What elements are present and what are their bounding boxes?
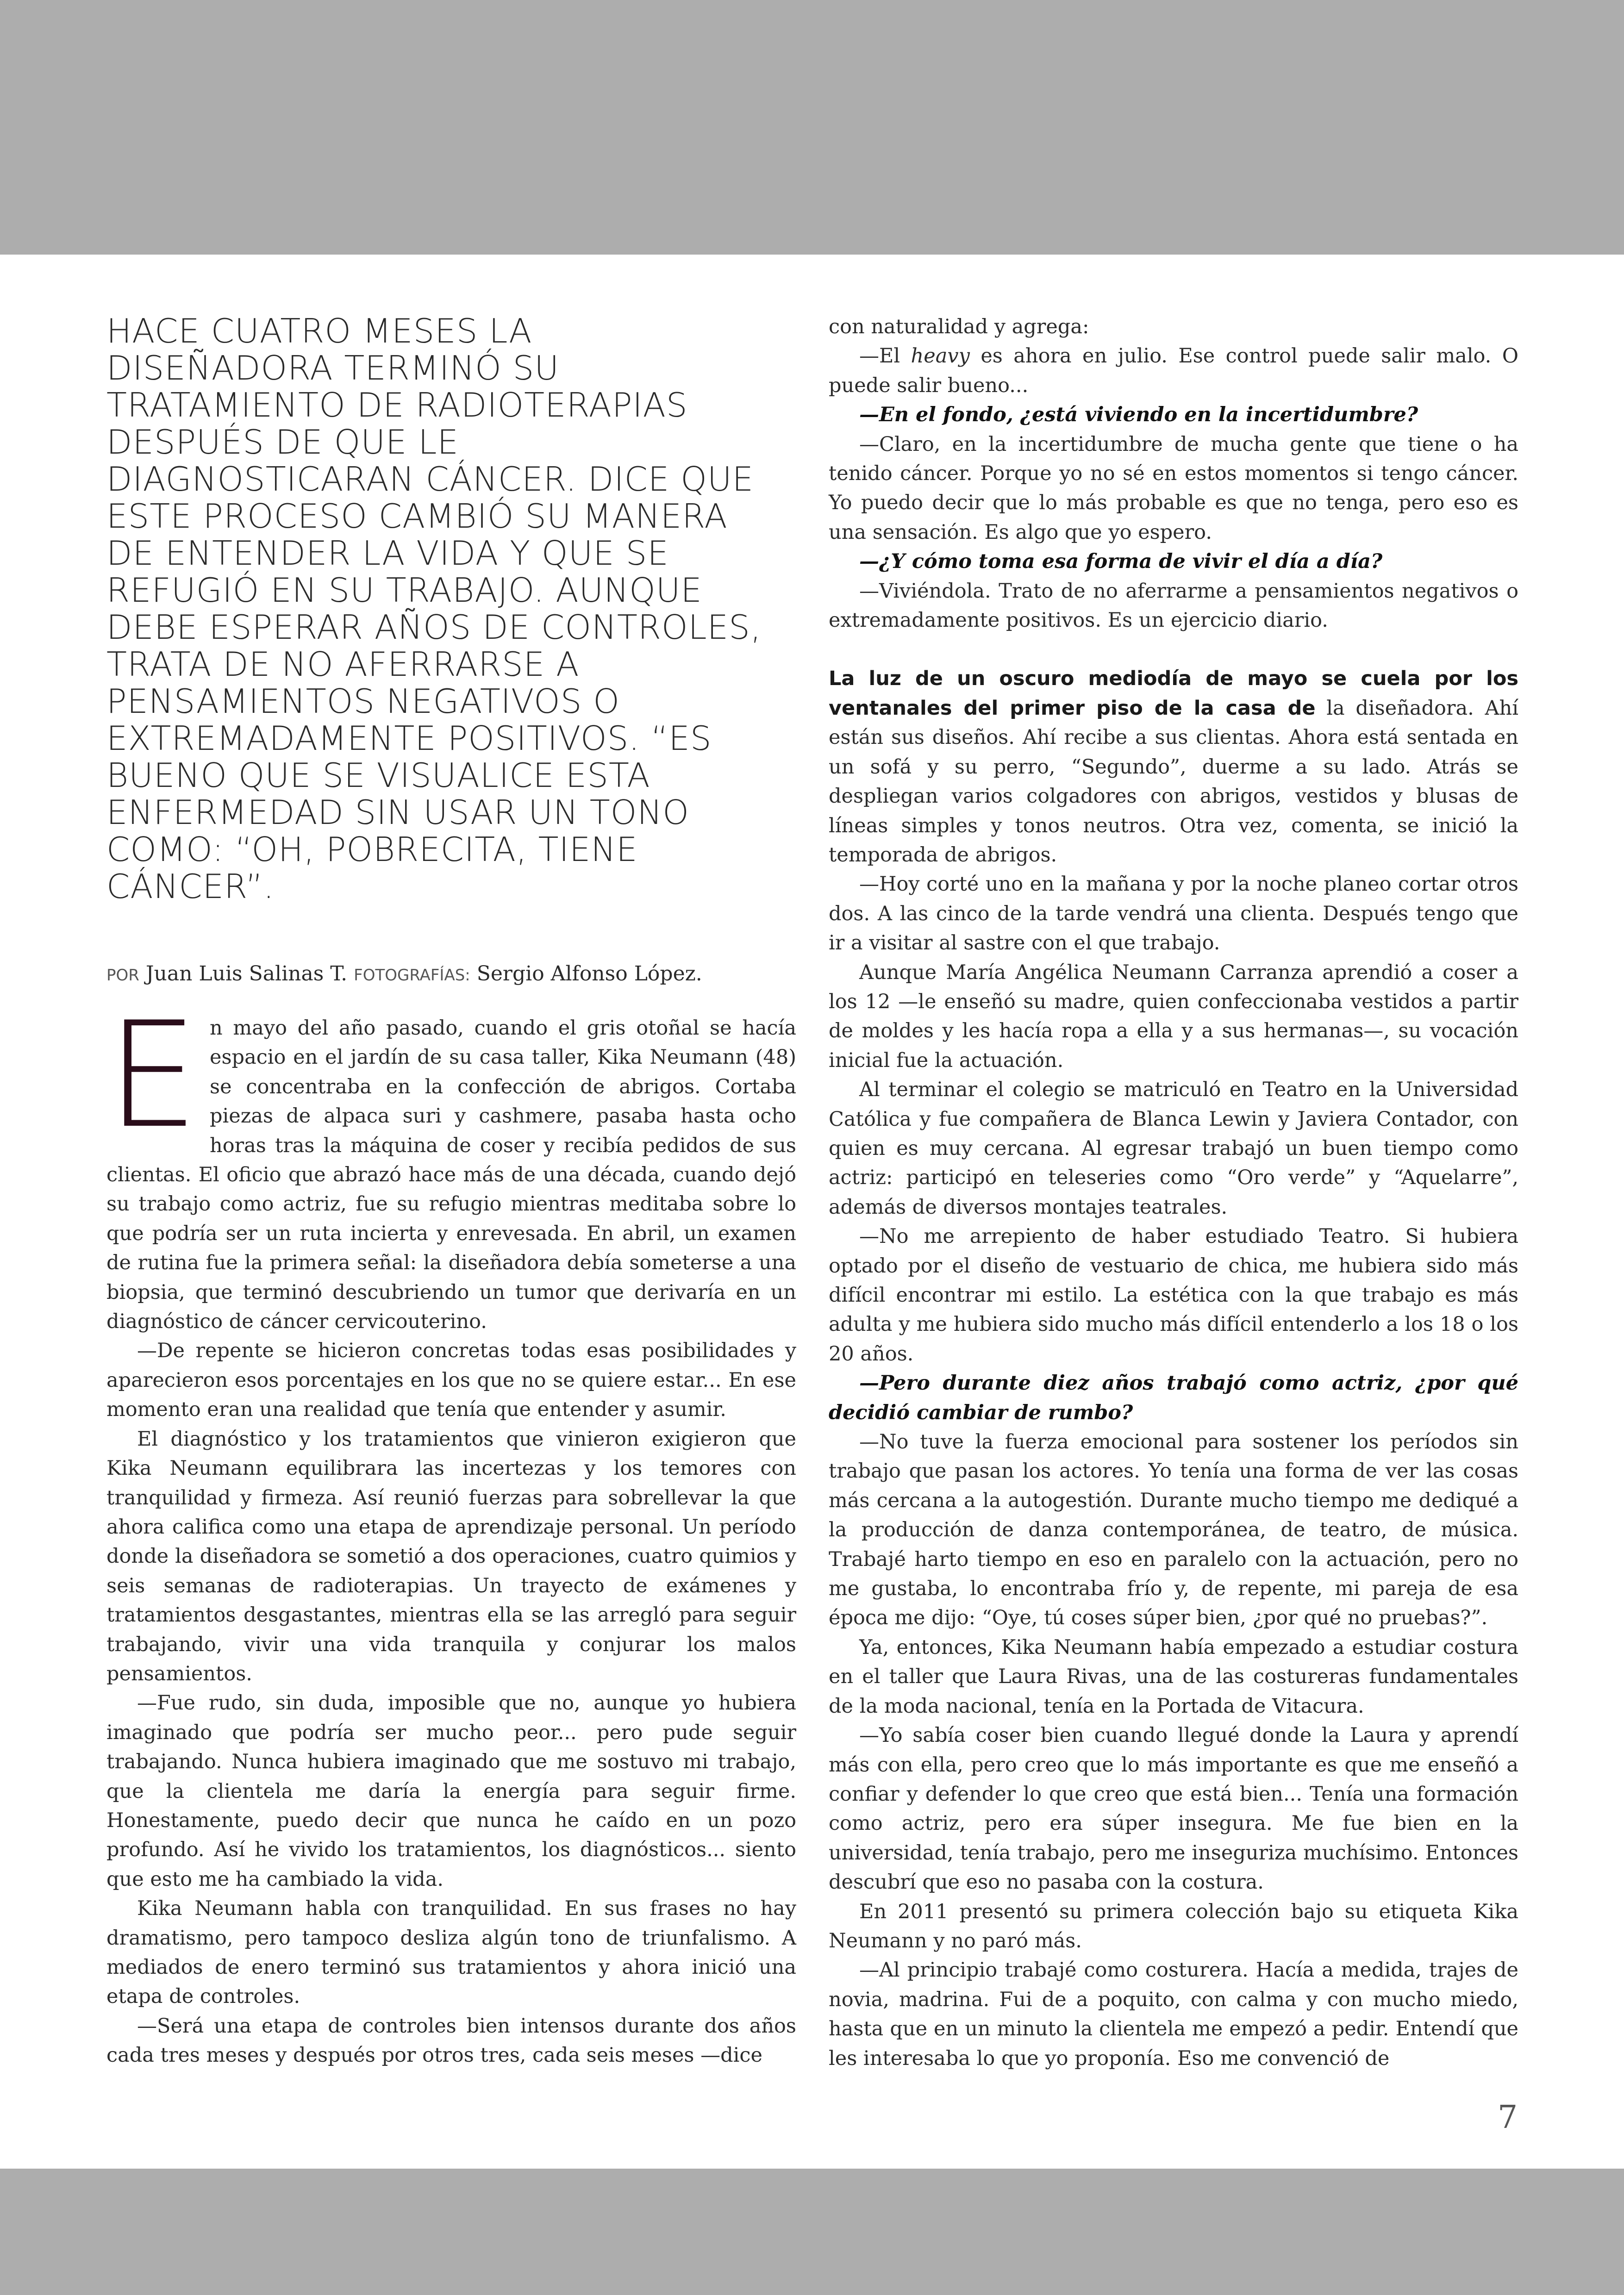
article-lede: HACE CUATRO MESES LA DISEÑADORA TERMINÓ SU TRATAMIENTO DE RADIOTERAPIAS DESPUÉS DE QUE LE DIAGNOSTICARAN CÁNCER. DICE QUE ESTE PROCESO CAMBIÓ SU MANERA DE ENTENDER LA VIDA Y QUE SE REFUGIÓ EN SU TRABAJO. AUNQUE DEBE ESPERAR AÑOS DE CONTROLES, TRATA DE NO AFERRARSE A PENSAMIENTOS NEGATIVOS O EXTREMADAMENTE POSITIVOS. “ES BUENO QUE SE VISUALICE ESTA ENFERMEDAD SIN USAR UN TONO COMO: “OH, POBRECITA, TIENE CÁNCER”. — [106, 312, 762, 906]
interview-question: —En el fondo, ¿está viviendo en la incertidumbre? — [859, 403, 1418, 427]
interview-question: —Pero durante diez años trabajó como actriz, ¿por qué decidió cambiar de rumbo? — [829, 1372, 1518, 1424]
section-lead-bold: La luz de un oscuro mediodía de mayo se cuela por los ventanales del primer piso de la casa de — [829, 667, 1518, 720]
paragraph: —Al principio trabajé como costurera. Hacía a medida, trajes de novia, madrina. Fui de a poquito, con calma y con mucho miedo, hasta que en un minuto la clientela me empezó a pedir. Entendí que les interesaba lo que yo proponía. Eso me convenció de — [829, 1958, 1518, 2070]
italic-word: heavy — [911, 344, 970, 368]
paragraph: —Claro, en la incertidumbre de mucha gente que tiene o ha tenido cáncer. Porque yo no sé en estos momentos si tengo cáncer. Yo puedo decir que lo más probable es que no tenga, pero eso es una sensación. Es algo que yo espero. — [829, 432, 1518, 544]
left-column — [106, 991, 796, 2070]
paragraph-text: es ahora en julio. Ese control puede salir malo. O puede salir bueno... — [829, 344, 1518, 397]
paragraph: —Fue rudo, sin duda, imposible que no, aunque yo hubiera imaginado que podría ser mucho peor... pero pude seguir trabajando. Nunca hubiera imaginado que me sostuvo mi trabajo, que la clientela me daría la energía para seguir firme. Honestamente, puedo decir que nunca he caído en un pozo profundo. Así he vivido los tratamientos, los diagnósticos... siento que esto me ha cambiado la vida. — [106, 1691, 796, 1891]
paragraph: En 2011 presentó su primera colección bajo su etiqueta Kika Neumann y no paró más. — [829, 1900, 1518, 1952]
drop-cap: E — [106, 991, 199, 1160]
paragraph: —Será una etapa de controles bien intensos durante dos años cada tres meses y después por otros tres, cada seis meses —dice — [106, 2014, 796, 2067]
paragraph — [106, 991, 796, 1336]
paragraph: —De repente se hicieron concretas todas esas posibilidades y aparecieron esos porcentajes en los que no se quiere estar... En ese momento eran una realidad que tenía que entender y asumir. — [106, 1339, 796, 1422]
paragraph: —Viviéndola. Trato de no aferrarme a pensamientos negativos o extremadamente positivos. Es un ejercicio diario. — [829, 579, 1518, 632]
page-number: 7 — [1498, 2099, 1518, 2136]
paragraph: Kika Neumann habla con tranquilidad. En sus frases no hay dramatismo, pero tampoco desliza algún tono de triunfalismo. A mediados de enero terminó sus tratamientos y ahora inició una etapa de controles. — [106, 1897, 796, 2008]
paragraph-text: —El — [859, 344, 911, 368]
interview-question: —¿Y cómo toma esa forma de vivir el día a día? — [859, 550, 1383, 574]
paragraph: Ya, entonces, Kika Neumann había empezado a estudiar costura en el taller que Laura Rivas, una de las costureras fundamentales de la moda nacional, tenía en la Portada de Vitacura. — [829, 1635, 1518, 1718]
paragraph — [829, 342, 1518, 400]
section-lead-paragraph — [829, 664, 1518, 870]
paragraph: Aunque María Angélica Neumann Carranza aprendió a coser a los 12 —le enseñó su madre, quien confeccionaba vestidos a partir de moldes y les hacía ropa a ella y a sus hermanas—, su vocación inicial fue la actuación. — [829, 960, 1518, 1072]
paragraph: El diagnóstico y los tratamientos que vinieron exigieron que Kika Neumann equilibrara las incertezas y los temores con tranquilidad y firmeza. Así reunió fuerzas para sobrellevar la que ahora califica como una etapa de aprendizaje personal. Un período donde la diseñadora se sometió a dos operaciones, cuatro quimios y seis semanas de radioterapias. Un trayecto de exámenes y tratamientos desgastantes, mientras ella se las arregló para seguir trabajando, vivir una vida tranquila y conjurar los malos pensamientos. — [106, 1427, 796, 1685]
byline-by-label: POR — [106, 966, 139, 985]
paragraph: —No tuve la fuerza emocional para sostener los períodos sin trabajo que pasan los actores. Yo tenía una forma de ver las cosas más cercana a la autogestión. Durante mucho tiempo me dediqué a la producción de danza contemporánea, de teatro, de música. Trabajé harto tiempo en eso en paralelo con la actuación, pero no me gustaba, lo encontraba frío y, de repente, mi pareja de esa época me dijo: “Oye, tú coses súper bien, ¿por qué no pruebas?”. — [829, 1430, 1518, 1630]
magazine-page — [0, 255, 1624, 2169]
paragraph: —Yo sabía coser bien cuando llegué donde la Laura y aprendí más con ella, pero creo que lo más importante es que me enseñó a confiar y defender lo que creo que está bien... Tenía una formación como actriz, pero era súper insegura. Me fue bien en la universidad, tenía trabajo, pero me inseguriza muchísimo. Entonces descubrí que eso no pasaba con la costura. — [829, 1724, 1518, 1894]
byline-author: Juan Luis Salinas T. — [145, 962, 348, 985]
paragraph-text: n mayo del año pasado, cuando el gris otoñal se hacía espacio en el jardín de su casa taller, Kika Neumann (48) se concentraba en la confección de abrigos. Cortaba piezas de alpaca suri y cashmere, pasaba hasta ocho horas tras la máquina de coser y recibía pedidos de sus clientas. El oficio que abrazó hace más de una década, cuando dejó su trabajo como actriz, fue su refugio mientras meditaba sobre lo que podría ser un ruta incierta y enrevesada. En abril, un examen de rutina fue la primera señal: la diseñadora debía someterse a una biopsia, que terminó descubriendo un tumor que derivaría en un diagnóstico de cáncer cervicouterino. — [106, 1017, 796, 1334]
byline-photographer: Sergio Alfonso López. — [476, 962, 702, 985]
paragraph-text: la diseñadora. Ahí están sus diseños. Ahí recibe a sus clientas. Ahora está sentada en un sofá y su perro, “Segundo”, duerme a su lado. Atrás se despliegan varios colgadores con abrigos, vestidos y blusas de líneas simples y tonos neutros. Otra vez, comenta, se inició la temporada de abrigos. — [829, 696, 1519, 867]
paragraph: Al terminar el colegio se matriculó en Teatro en la Universidad Católica y fue compañera de Blanca Lewin y Javiera Contador, con quien es muy cercana. Al egresar trabajó un buen tiempo como actriz: participó en teleseries como “Oro verde” y “Aquelarre”, además de diversos montajes teatrales. — [829, 1078, 1518, 1219]
paragraph: con naturalidad y agrega: — [829, 315, 1089, 338]
paragraph: —No me arrepiento de haber estudiado Teatro. Si hubiera optado por el diseño de vestuario de chica, me hubiera sido más difícil encontrar mi estilo. La estética con la que trabajo es más adulta y me hubiera sido mucho más difícil entenderlo a los 18 o los 20 años. — [829, 1225, 1518, 1366]
byline — [106, 962, 778, 987]
right-column — [829, 312, 1518, 2073]
byline-photo-label: FOTOGRAFÍAS: — [354, 966, 470, 985]
paragraph: —Hoy corté uno en la mañana y por la noche planeo cortar otros dos. A las cinco de la tarde vendrá una clienta. Después tengo que ir a visitar al sastre con el que trabajo. — [829, 873, 1518, 955]
